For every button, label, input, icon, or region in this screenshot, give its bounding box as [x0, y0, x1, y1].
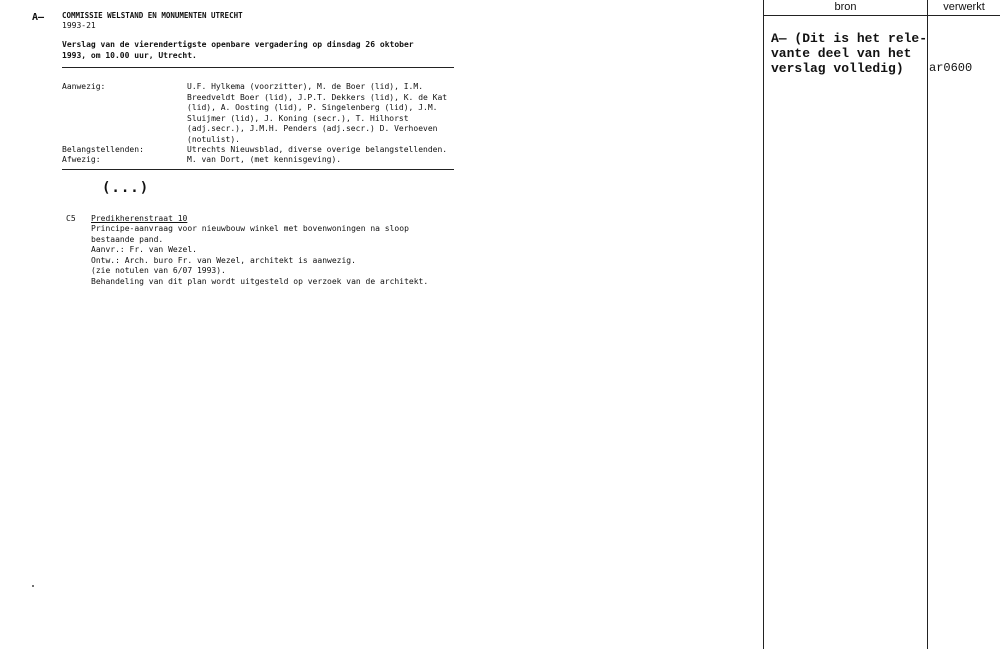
present-line: U.F. Hylkema (voorzitter), M. de Boer (lid), I.M. [187, 82, 424, 91]
archive-reference: ar0600 [929, 61, 973, 75]
item-title: Predikherenstraat 10 [91, 214, 188, 223]
organization-title: COMMISSIE WELSTAND EN MONUMENTEN UTRECHT [62, 11, 243, 20]
item-line: Principe-aanvraag voor nieuwbouw winkel met bovenwoningen na sloop [91, 224, 409, 233]
item-line: bestaande pand. [91, 234, 164, 244]
present-line: (lid), A. Oosting (lid), P. Singelenberg (lid), J.M. [187, 103, 438, 112]
item-line: Aanvr.: Fr. van Wezel. [91, 245, 197, 254]
column-header-bron: bron [834, 1, 857, 13]
absent-label: Afwezig: [62, 155, 101, 164]
item-code: C5 [66, 214, 76, 223]
divider-top [62, 67, 454, 68]
item-line: (zie notulen van 6/07 1993). [91, 266, 226, 275]
stakeholders-label: Belangstellenden: [62, 145, 144, 154]
report-line-1: Verslag van de vierendertigste openbare vergadering op dinsdag 26 oktober [62, 40, 414, 49]
scan-speck [32, 585, 34, 587]
stakeholders-value: Utrechts Nieuwsblad, diverse overige belangstellenden. [187, 145, 448, 154]
item-line: Behandeling van dit plan wordt uitgesteld op verzoek van de architekt. [91, 276, 429, 286]
margin-marker: A— [32, 12, 45, 23]
present-list [187, 82, 447, 145]
present-line: Sluijmer (lid), J. Koning (secr.), T. Hilhorst [187, 113, 409, 123]
source-note-line: verslag volledig) [771, 61, 904, 76]
source-note-line: vante deel van het [771, 46, 912, 61]
column-header-verwerkt: verwerkt [943, 1, 985, 13]
present-line: (notulist). [187, 134, 240, 144]
table-column-divider [927, 0, 928, 649]
present-line: Breedveldt Boer (lid), J.P.T. Dekkers (lid), K. de Kat [187, 92, 448, 102]
table-header-rule [763, 15, 1000, 16]
absent-value: M. van Dort, (met kennisgeving). [187, 155, 342, 164]
item-body [91, 224, 428, 287]
source-note-line: A— (Dit is het rele- [771, 31, 928, 46]
year-code: 1993-21 [62, 21, 96, 30]
omission-ellipsis: (...) [102, 180, 150, 196]
item-line: Ontw.: Arch. buro Fr. van Wezel, architekt is aanwezig. [91, 255, 356, 265]
table-left-border [763, 0, 764, 649]
present-line: (adj.secr.), J.M.H. Penders (adj.secr.) D. Verhoeven [187, 124, 438, 133]
present-label: Aanwezig: [62, 82, 106, 91]
report-line-2: 1993, om 10.00 uur, Utrecht. [62, 51, 197, 60]
divider-bottom [62, 169, 454, 170]
source-note [771, 31, 927, 76]
